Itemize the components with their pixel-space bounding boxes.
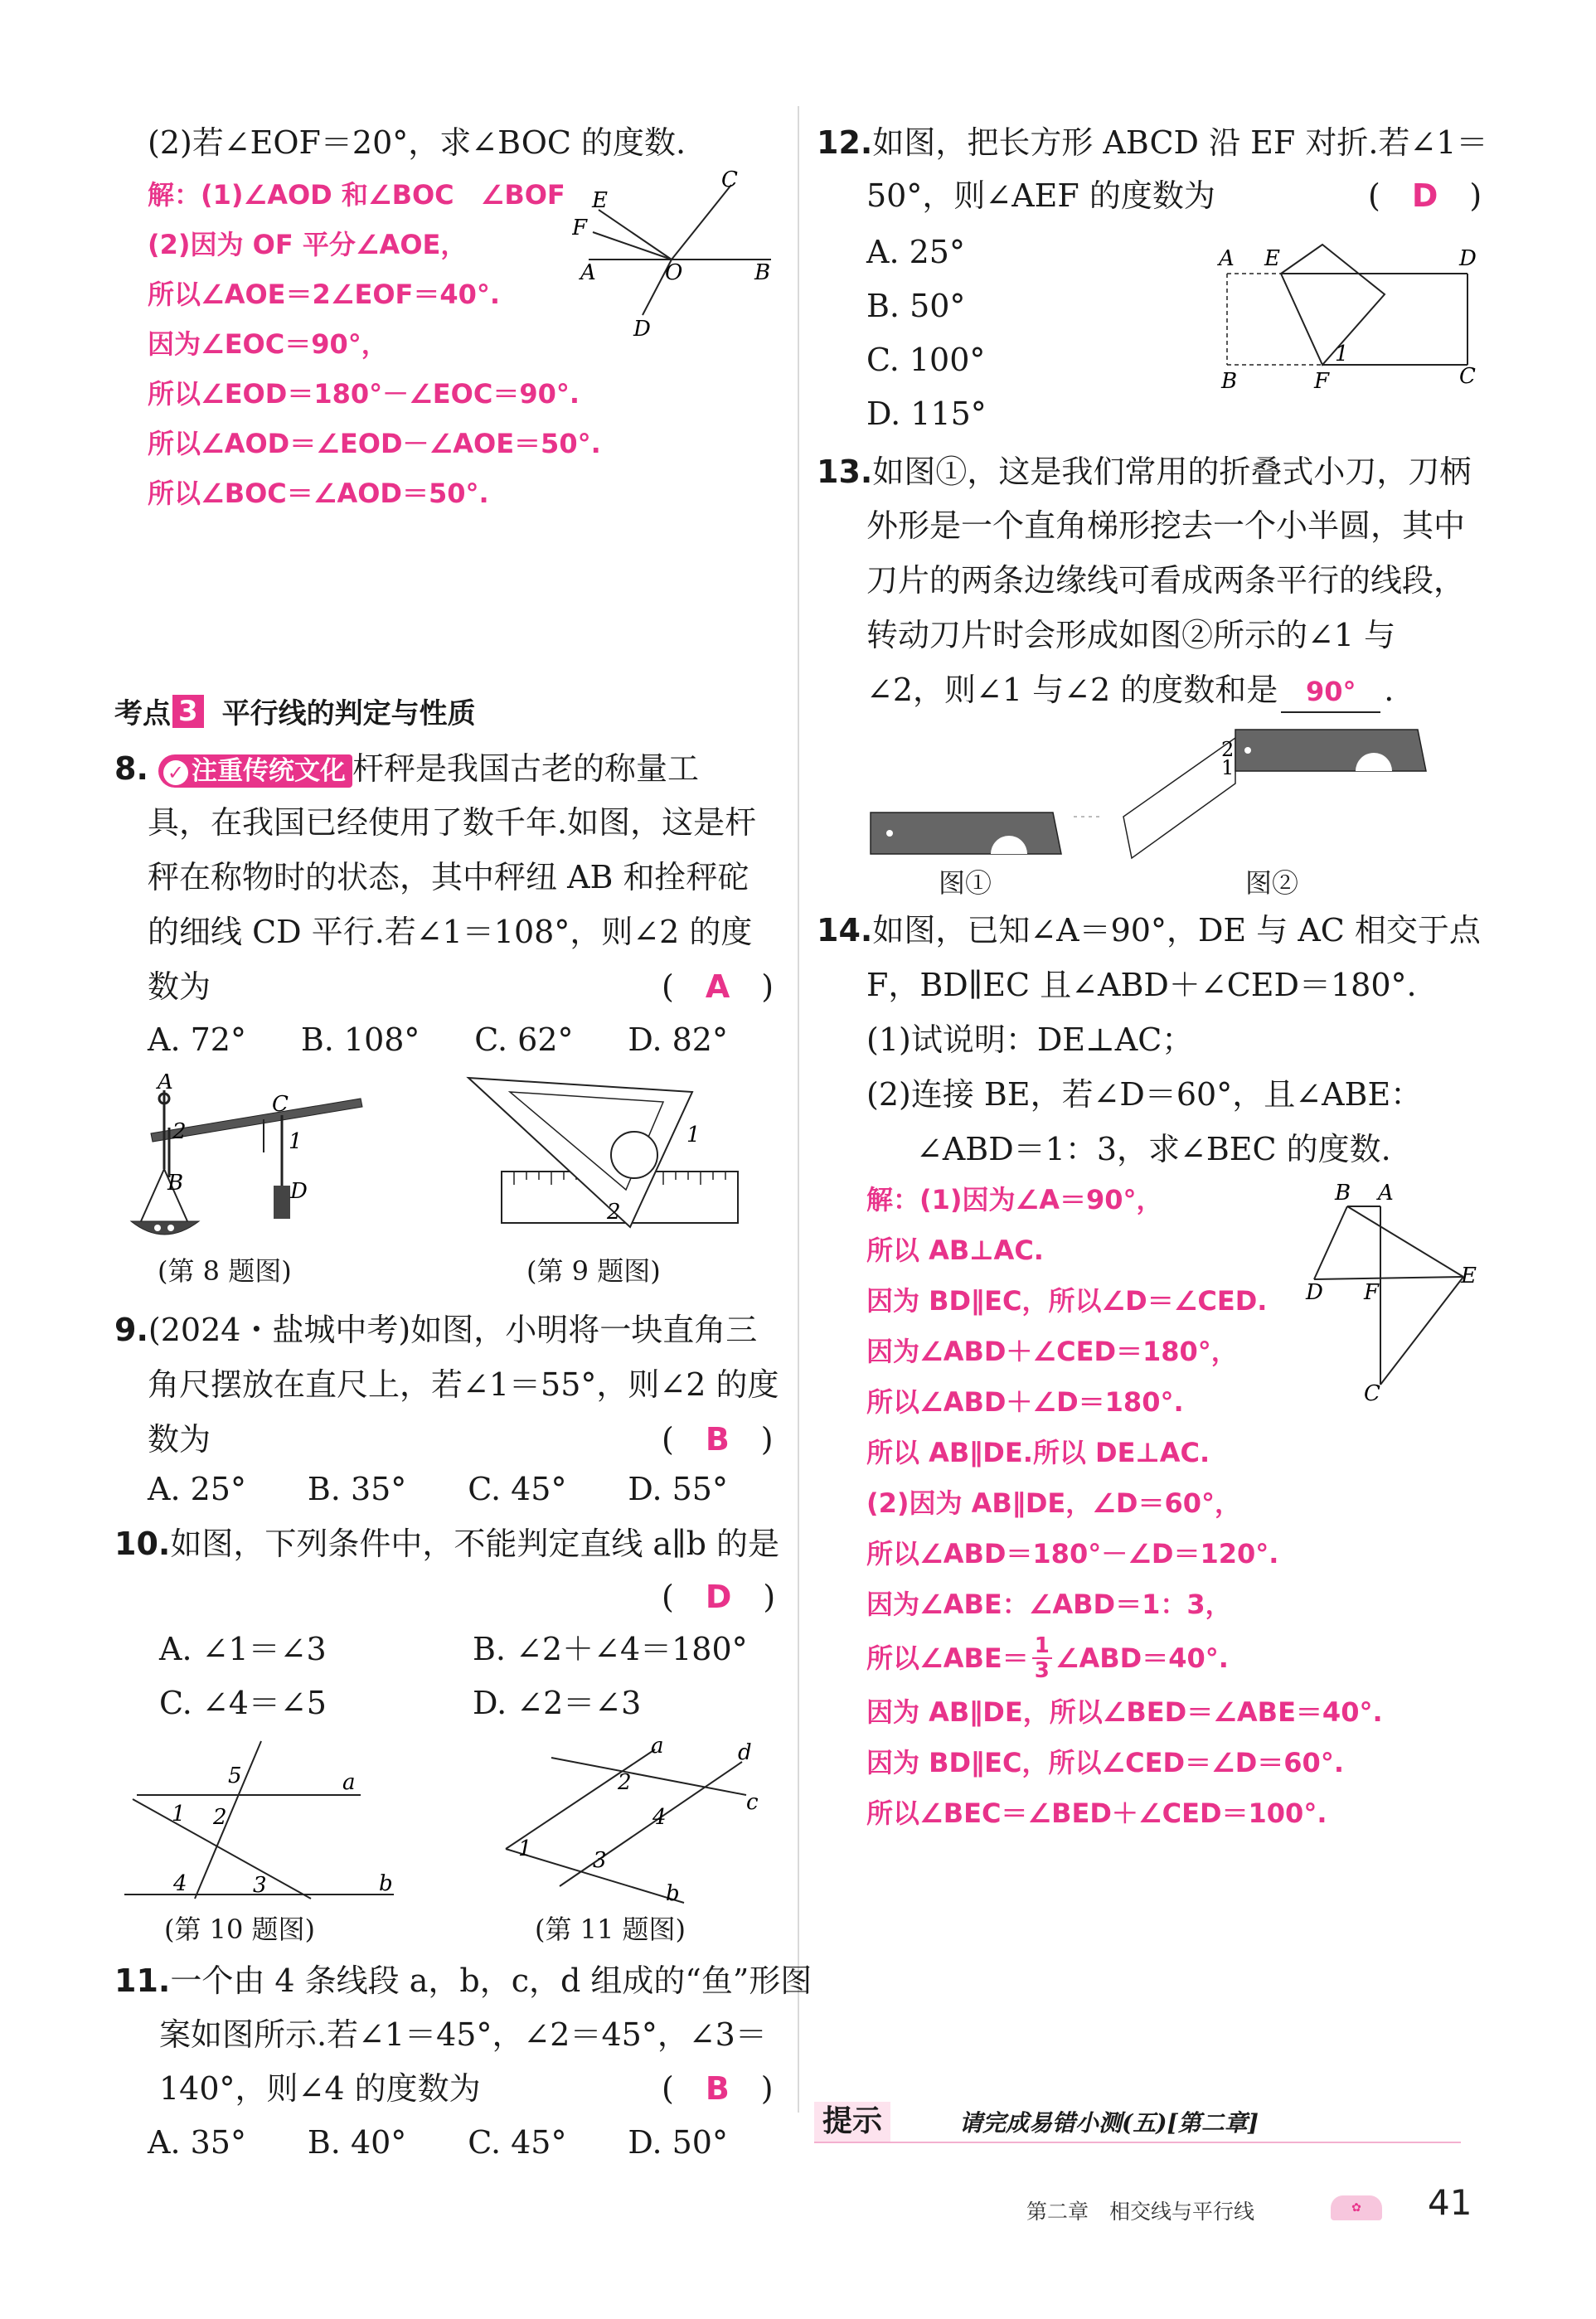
q12-rectangle-fold-figure [1215,240,1488,398]
fig-label: 3 [253,1873,267,1898]
option: B. 50° [866,288,966,324]
option: B. ∠2＋∠4＝180° [473,1631,748,1667]
fig-label: A [158,1074,173,1094]
tip-label: 提示 [814,2102,890,2142]
fig-label: F [1364,1280,1380,1305]
q14-line: F，BD∥EC 且∠ABD＋∠CED＝180°. [866,967,1417,1003]
fig-label: 1 [686,1123,701,1147]
fig-label: A [580,260,596,285]
solution-line: 解：(1)因为∠A＝90°， [866,1184,1163,1215]
q13-line: 转动刀片时会形成如图②所示的∠1 与 [866,617,1396,653]
fig-label: B [1221,369,1238,394]
q10-caption: (第 10 题图) [164,1914,316,1945]
q14-line: (2)连接 BE，若∠D＝60°，且∠ABE： [866,1076,1423,1113]
q7-part2-question: (2)若∠EOF＝20°，求∠BOC 的度数. [148,124,686,161]
option: A. ∠1＝∠3 [159,1631,327,1667]
option: A. 25° [866,234,965,270]
fig-label: D [1306,1280,1323,1305]
option: D. 55° [628,1471,728,1507]
fig-label: D [633,317,651,342]
column-divider [798,106,799,2113]
q13-number: 13. [817,454,873,490]
q12-answer: ( D ) [1368,177,1482,214]
fig-label: 1 [172,1802,186,1827]
q13-fig2-caption: 图② [1245,867,1299,899]
fig-label: 5 [228,1764,242,1788]
solution-line: 因为 BD∥EC，所以∠CED＝∠D＝60°. [866,1747,1344,1778]
fig-label: b [379,1871,393,1896]
fig-label: d [738,1741,752,1765]
q9-options [148,1469,728,1509]
q10-answer: ( D ) [662,1579,776,1615]
q8-first-line [114,749,699,788]
tag-label: 注重传统文化 [191,756,346,786]
fig-label: 2 [213,1805,227,1830]
option: D. 115° [866,395,987,432]
option: B. 108° [300,1021,420,1058]
fig-label: E [1461,1264,1477,1288]
q11-line: 11.一个由 4 条线段 a，b，c，d 组成的“鱼”形图 [114,1962,813,1999]
q11-number: 11. [114,1962,171,1999]
section-number: 3 [172,695,204,728]
fig-label: E [592,188,608,213]
solution-line: 因为∠ABD＋∠CED＝180°， [866,1336,1238,1367]
page-number: 41 [1428,2182,1472,2223]
option: A. 35° [148,2124,246,2161]
q8-line: 数为 [148,968,211,1005]
fig-label: a [342,1770,356,1795]
q8-line: 秤在称物时的状态，其中秤纽 AB 和拴秤砣 [148,859,749,895]
q13-fig1-caption: 图① [939,867,992,899]
q8-answer: ( A ) [662,968,774,1005]
q11-answer: ( B ) [662,2070,774,2107]
fig-label: 4 [652,1805,667,1830]
fig-label: 4 [173,1871,187,1896]
option: B. 40° [307,2124,407,2161]
fig-label: 2 [1221,738,1235,761]
fig-label: O [665,260,683,285]
q14-line: ∠ABD＝1：3，求∠BEC 的度数. [916,1131,1391,1167]
fig-label: D [290,1179,308,1204]
q8-steelyard-figure [124,1074,373,1244]
fig-label: a [651,1741,664,1759]
fig-label: A [1378,1181,1394,1206]
q10-figure [120,1733,402,1907]
fig-label: A [1219,246,1235,271]
fig-label: C [272,1092,289,1117]
solution-line: 因为∠ABE：∠ABD＝1：3， [866,1589,1232,1620]
fig-label: B [167,1171,184,1196]
solution-line: 因为∠EOC＝90°， [148,328,388,360]
q9-line: 角尺摆放在直尺上，若∠1＝55°，则∠2 的度 [148,1366,779,1403]
fig-label: 2 [172,1119,187,1144]
check-icon: ✓ [163,760,188,785]
fig-label: E [1264,246,1280,271]
solution-line: 所以∠ABD＝180°－∠D＝120°. [866,1538,1279,1569]
q11-options [148,2123,728,2162]
q10-number: 10. [114,1526,171,1562]
fig-label: C [1364,1381,1380,1406]
fig-label: D [1459,246,1477,271]
q9-line: 9.(2024・盐城中考)如图，小明将一块直角三 [114,1312,758,1348]
fig-label: 1 [518,1836,532,1861]
q9-answer: ( B ) [662,1421,774,1458]
solution-line: 所以∠EOD＝180°－∠EOC＝90°. [148,378,580,410]
option: C. ∠4＝∠5 [159,1685,327,1721]
logo-icon: ✿ [1331,2195,1382,2220]
q11-line: 案如图所示.若∠1＝45°，∠2＝45°，∠3＝ [159,2016,767,2053]
q14-number: 14. [817,912,873,948]
q13-knife-figures [866,721,1430,862]
fig-label: 3 [593,1848,607,1873]
option: C. 62° [474,1021,574,1058]
q8-caption: (第 8 题图) [158,1255,292,1287]
fig-label: F [1314,369,1330,394]
q9-triangle-ruler-figure [464,1074,754,1244]
fig-label: C [1459,364,1476,389]
q13-blank: 90° [1281,670,1380,713]
q14-line: (1)试说明：DE⊥AC； [866,1021,1194,1058]
culture-tag [158,754,352,788]
fig-label: 2 [607,1200,621,1225]
solution-line: 因为 AB∥DE，所以∠BED＝∠ABE＝40°. [866,1696,1383,1728]
solution-line: (2)因为 AB∥DE，∠D＝60°， [866,1487,1242,1519]
q11-fish-figure [493,1741,775,1907]
q13-line: 13.如图①，这是我们常用的折叠式小刀，刀柄 [817,454,1472,490]
solution-line: 所以∠AOE＝2∠EOF＝40°. [148,279,501,310]
fraction: 1 3 [1032,1634,1052,1682]
q9-caption: (第 9 题图) [526,1255,661,1287]
fig-label: b [666,1881,680,1906]
tip-text: 请完成易错小测(五)[第二章] [959,2109,1259,2137]
option: D. ∠2＝∠3 [473,1685,642,1721]
fig-label: 1 [289,1129,303,1154]
q8-number: 8. [114,750,148,787]
solution-line: 所以 AB⊥AC. [866,1235,1044,1266]
q13-line: ∠2，则∠1 与∠2 的度数和是 90° . [866,670,1394,713]
q13-line: 刀片的两条边缘线可看成两条平行的线段， [866,562,1466,599]
option: C. 45° [468,2124,567,2161]
solution-line: 解：(1)∠AOD 和∠BOC ∠BOF [148,179,565,211]
solution-line: 所以 AB∥DE.所以 DE⊥AC. [866,1437,1210,1468]
solution-line: 所以∠BEC＝∠BED＋∠CED＝100°. [866,1797,1327,1829]
q8-line: 杆秤是我国古老的称量工 [352,750,699,787]
option: C. 100° [866,342,986,378]
option: A. 72° [148,1021,246,1058]
section-title: 平行线的判定与性质 [221,697,476,730]
fig-label: 1 [1335,342,1349,366]
fig-label: F [572,216,588,240]
option: B. 35° [307,1471,407,1507]
q11-line: 140°，则∠4 的度数为 [159,2070,481,2107]
section-header [114,691,476,731]
fig-label: c [746,1790,759,1815]
tip-box [814,2102,1461,2143]
q8-line: 的细线 CD 平行.若∠1＝108°，则∠2 的度 [148,914,753,950]
option: D. 82° [628,1021,728,1058]
footer-chapter: 第二章 相交线与平行线 [1026,2200,1255,2224]
solution-line: 因为 BD∥EC，所以∠D＝∠CED. [866,1285,1268,1317]
option: A. 25° [148,1471,246,1507]
q8-line: 具，在我国已经使用了数千年.如图，这是杆 [148,804,757,841]
q12-line: 50°，则∠AEF 的度数为 [866,177,1215,214]
q9-number: 9. [114,1312,148,1348]
q11-caption: (第 11 题图) [535,1914,686,1945]
solution-line: (2)因为 OF 平分∠AOE， [148,229,468,260]
q14-figure [1302,1181,1484,1414]
solution-line: 所以∠ABD＋∠D＝180°. [866,1386,1184,1418]
q13-line: 外形是一个直角梯形挖去一个小半圆，其中 [866,507,1466,544]
q7-solution [148,178,601,510]
fig-label: B [1335,1181,1351,1206]
solution-line: 所以∠BOC＝∠AOD＝50°. [148,478,489,509]
q12-line: 12.如图，把长方形 ABCD 沿 EF 对折.若∠1＝ [817,124,1488,161]
q10-line: 10.如图，下列条件中，不能判定直线 a∥b 的是 [114,1526,780,1562]
fig-label: B [754,260,771,285]
fig-label: C [721,170,738,192]
q8-options [148,1020,728,1060]
option: C. 45° [468,1471,567,1507]
section-prefix: 考点 [114,697,171,730]
fig-label: 1 [1221,756,1235,779]
fraction-line: 所以∠ABE＝ 1 3 ∠ABD＝40°. [866,1633,1229,1683]
fig-label: 2 [618,1770,632,1795]
option: D. 50° [628,2124,728,2161]
q9-line: 数为 [148,1421,211,1458]
q14-line: 14.如图，已知∠A＝90°，DE 与 AC 相交于点 [817,912,1481,948]
q12-number: 12. [817,124,873,161]
solution-line: 所以∠AOD＝∠EOD－∠AOE＝50°. [148,428,601,459]
q7-figure [572,170,779,348]
